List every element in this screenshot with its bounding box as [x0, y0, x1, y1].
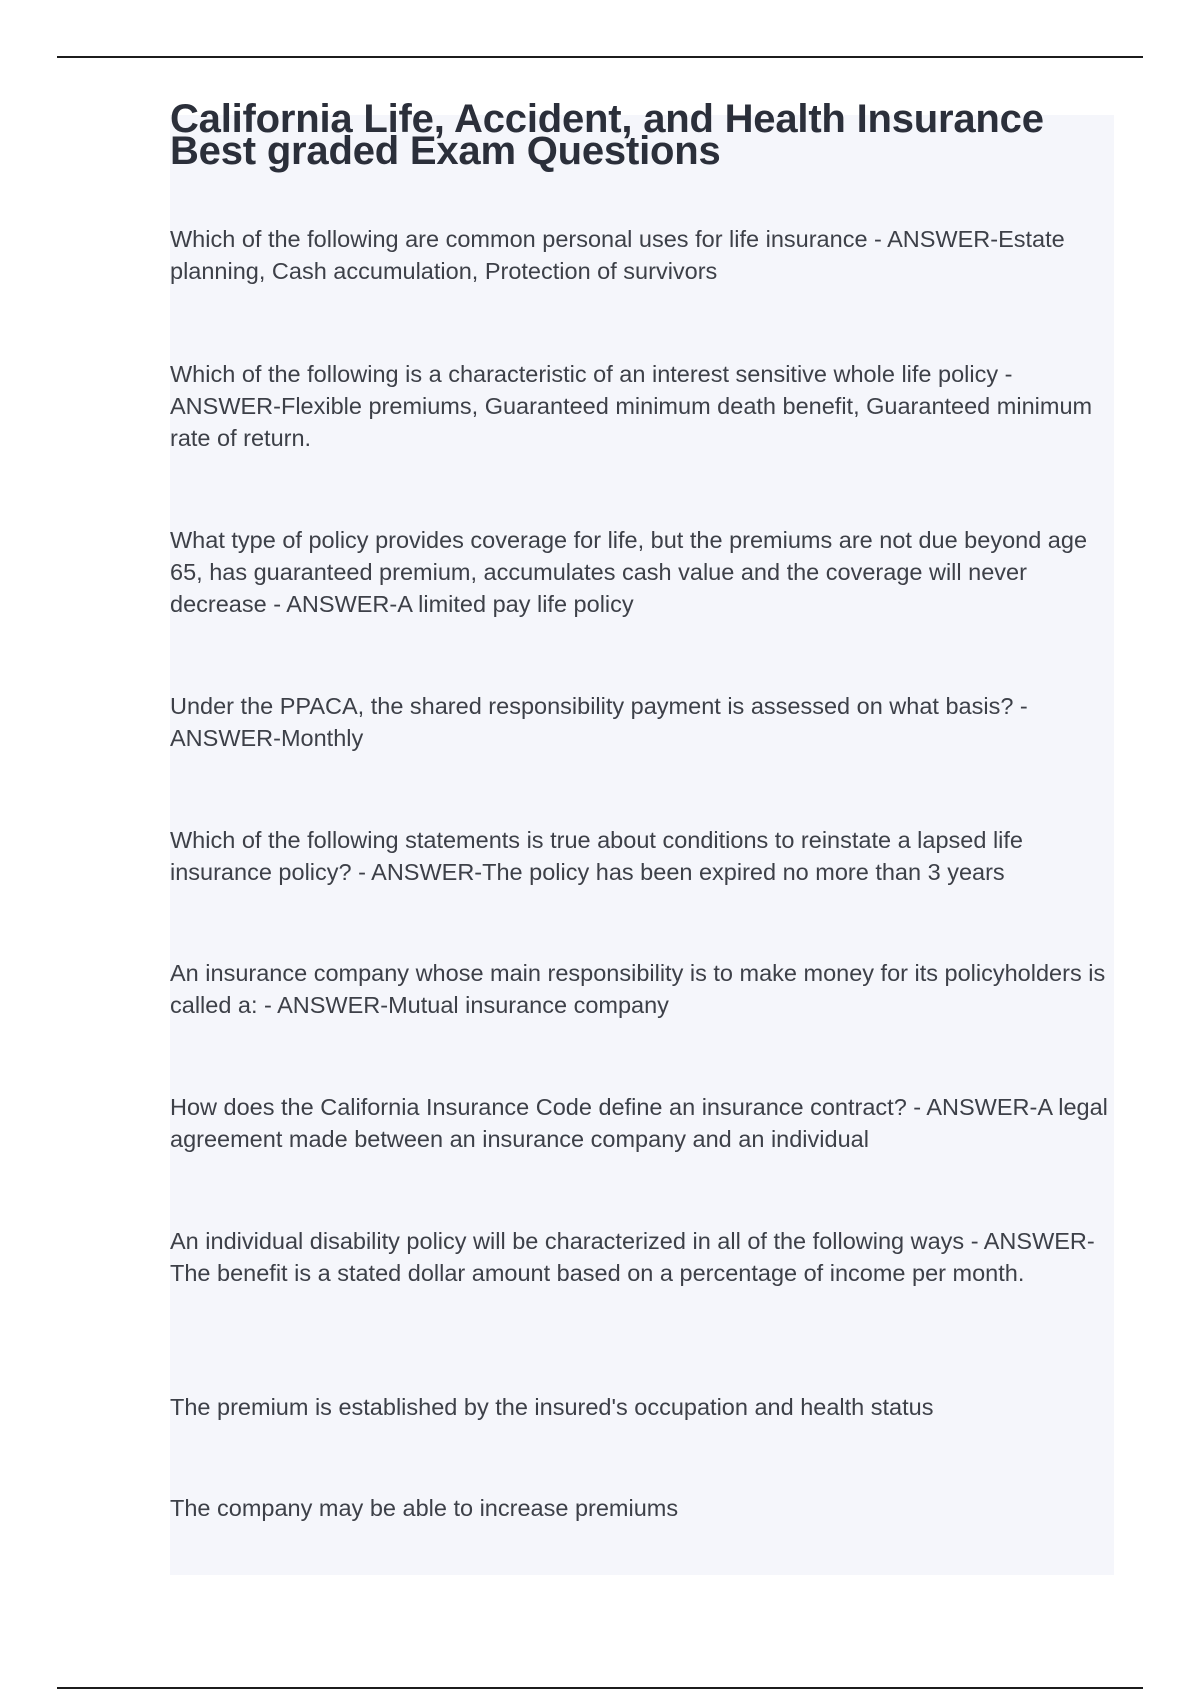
qa-item-9: The premium is established by the insured's occupation and health status	[170, 1394, 934, 1420]
qa-item-3: What type of policy provides coverage for life, but the premiums are not due beyond age 65, has guaranteed premium, accumulates cash value and the coverage will never decrease - ANSWER-A limited pay life policy	[170, 527, 1088, 617]
bottom-divider	[57, 1687, 1143, 1689]
qa-item-5: Which of the following statements is true about conditions to reinstate a lapsed life insurance policy? - ANSWER-The policy has been expired no more than 3 years	[170, 827, 1023, 885]
qa-item-4: Under the PPACA, the shared responsibility payment is assessed on what basis? - ANSWER-Monthly	[170, 693, 1028, 751]
qa-item-1: Which of the following are common personal uses for life insurance - ANSWER-Estate planning, Cash accumulation, Protection of survivors	[170, 226, 1065, 284]
qa-item-10: The company may be able to increase premiums	[170, 1495, 679, 1521]
qa-item-6: An insurance company whose main responsibility is to make money for its policyholders is called a: - ANSWER-Mutual insurance company	[170, 960, 1106, 1018]
qa-item-7: How does the California Insurance Code define an insurance contract? - ANSWER-A legal agreement made between an insurance company and an individual	[170, 1094, 1108, 1152]
qa-item-2: Which of the following is a characteristic of an interest sensitive whole life policy - ANSWER-Flexible premiums, Guaranteed minimum death benefit, Guaranteed minimum rate of return.	[170, 361, 1093, 451]
title-line-2: Best graded Exam Questions	[170, 129, 721, 173]
qa-item-8: An individual disability policy will be characterized in all of the following ways - ANSWER-The benefit is a stated dollar amount based on a percentage of income per month.	[170, 1228, 1095, 1286]
top-divider	[57, 56, 1143, 58]
document-title	[170, 97, 1130, 173]
title-line-1: California Life, Accident, and Health Insurance	[170, 97, 1044, 141]
